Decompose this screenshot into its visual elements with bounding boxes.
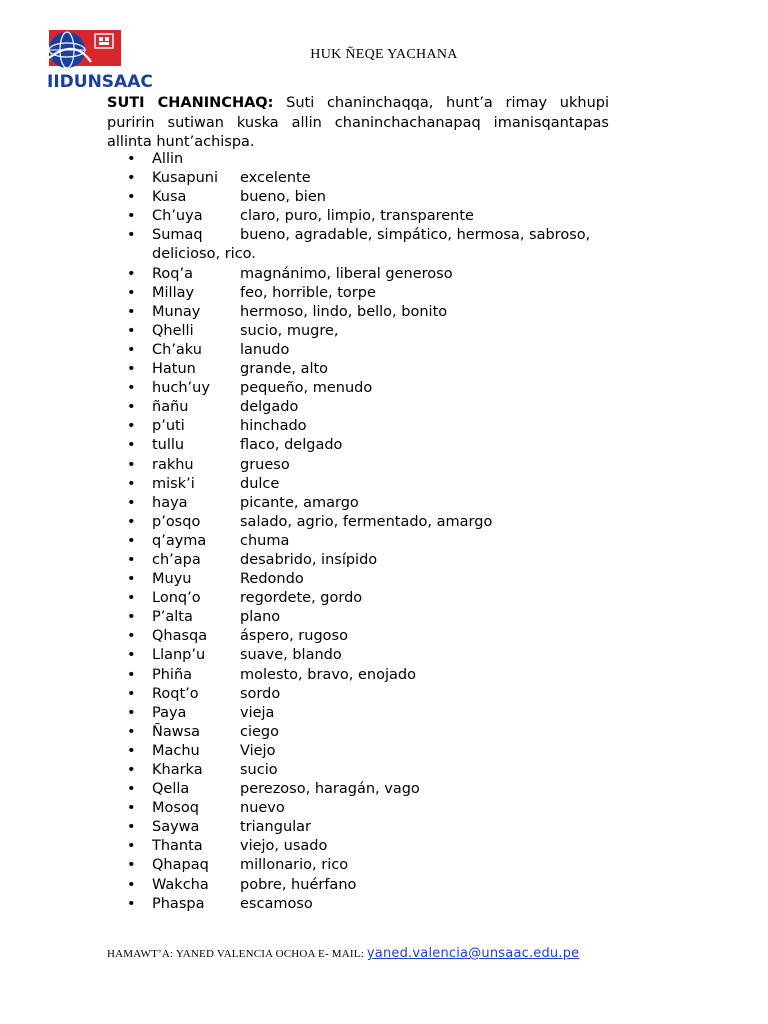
bullet-icon: • — [127, 494, 136, 511]
quechua-word: Roq’a — [152, 265, 193, 282]
bullet-icon: • — [127, 189, 136, 206]
logo-text-iid: IIDUNSAAC — [47, 72, 153, 92]
quechua-word: ch’apa — [152, 551, 201, 568]
spanish-meaning: dulce — [240, 475, 280, 492]
spanish-meaning: viejo, usado — [240, 838, 328, 855]
quechua-word: Sumaq — [152, 227, 203, 244]
bullet-icon: • — [127, 838, 136, 855]
spanish-meaning: pobre, huérfano — [240, 876, 357, 893]
quechua-word: q’ayma — [152, 532, 207, 549]
intro-paragraph — [107, 94, 609, 153]
spanish-meaning: delgado — [240, 399, 299, 416]
spanish-meaning: escamoso — [240, 895, 313, 912]
quechua-word: p’uti — [152, 418, 185, 435]
bullet-icon: • — [127, 322, 136, 339]
quechua-word: Muyu — [152, 571, 192, 588]
quechua-word: Machu — [152, 742, 200, 759]
bullet-icon: • — [127, 475, 136, 492]
spanish-meaning: chuma — [240, 532, 290, 549]
spanish-meaning: pequeño, menudo — [240, 380, 373, 397]
bullet-icon: • — [127, 742, 136, 759]
bullet-icon: • — [127, 551, 136, 568]
spanish-meaning: grueso — [240, 456, 290, 473]
quechua-word: tullu — [152, 437, 185, 454]
spanish-meaning: Redondo — [240, 571, 304, 588]
spanish-meaning: millonario, rico — [240, 857, 349, 874]
footer — [107, 946, 579, 961]
spanish-meaning: Viejo — [240, 742, 276, 759]
bullet-icon: • — [127, 895, 136, 912]
bullet-icon: • — [127, 723, 136, 740]
bullet-icon: • — [127, 284, 136, 301]
quechua-word: Phiña — [152, 666, 193, 683]
quechua-word: Qella — [152, 781, 190, 798]
quechua-word: Thanta — [152, 838, 203, 855]
bullet-icon: • — [127, 609, 136, 626]
spanish-meaning: vieja — [240, 704, 275, 721]
quechua-word: rakhu — [152, 456, 194, 473]
quechua-word: Kusa — [152, 189, 187, 206]
quechua-word: Qhasqa — [152, 628, 208, 645]
spanish-meaning: sucio — [240, 762, 278, 778]
quechua-word: Llanp’u — [152, 647, 206, 664]
bullet-icon: • — [127, 781, 136, 798]
quechua-word: Ch’aku — [152, 341, 202, 358]
spanish-meaning: nuevo — [240, 800, 285, 817]
spanish-meaning: molesto, bravo, enojado — [240, 666, 416, 683]
quechua-word: Munay — [152, 303, 201, 320]
spanish-meaning: salado, agrio, fermentado, amargo — [240, 513, 493, 530]
bullet-icon: • — [127, 170, 136, 187]
quechua-word: misk’i — [152, 475, 195, 492]
quechua-word: Allin — [152, 151, 184, 167]
quechua-word: Saywa — [152, 819, 200, 836]
spanish-meaning: bueno, bien — [240, 189, 326, 206]
quechua-word: Paya — [152, 704, 187, 721]
bullet-icon: • — [127, 532, 136, 549]
quechua-word: Phaspa — [152, 895, 205, 912]
bullet-icon: • — [127, 628, 136, 645]
intro-heading: SUTI CHANINCHAQ: — [107, 95, 274, 111]
spanish-meaning: triangular — [240, 819, 312, 836]
bullet-icon: • — [127, 437, 136, 454]
spanish-meaning: áspero, rugoso — [240, 628, 348, 645]
bullet-icon: • — [127, 857, 136, 874]
quechua-word: Lonq’o — [152, 590, 201, 607]
bullet-icon: • — [127, 265, 136, 282]
bullet-icon: • — [127, 513, 136, 530]
quechua-word: Ñawsa — [152, 723, 201, 740]
spanish-meaning-continued: delicioso, rico. — [152, 246, 256, 263]
spanish-meaning: perezoso, haragán, vago — [240, 781, 420, 798]
spanish-meaning: picante, amargo — [240, 494, 359, 511]
bullet-icon: • — [127, 666, 136, 683]
footer-author: HAMAWT’A: YANED VALENCIA OCHOA E- MAIL: — [107, 948, 367, 960]
spanish-meaning: excelente — [240, 170, 311, 187]
bullet-icon: • — [127, 571, 136, 588]
quechua-word: huch’uy — [152, 380, 210, 397]
spanish-meaning: flaco, delgado — [240, 437, 343, 454]
bullet-icon: • — [127, 762, 136, 778]
spanish-meaning: magnánimo, liberal generoso — [240, 265, 453, 282]
bullet-icon: • — [127, 647, 136, 664]
bullet-icon: • — [127, 227, 136, 244]
bullet-icon: • — [127, 361, 136, 378]
spanish-meaning: sucio, mugre, — [240, 322, 339, 339]
quechua-word: haya — [152, 494, 188, 511]
spanish-meaning: bueno, agradable, simpático, hermosa, sabroso, — [240, 227, 591, 244]
quechua-word: Millay — [152, 284, 195, 301]
bullet-icon: • — [127, 819, 136, 836]
bullet-icon: • — [127, 418, 136, 435]
spanish-meaning: claro, puro, limpio, transparente — [240, 208, 474, 225]
quechua-word: Wakcha — [152, 876, 209, 893]
bullet-icon: • — [127, 380, 136, 397]
quechua-word: Kharka — [152, 762, 203, 778]
spanish-meaning: hinchado — [240, 418, 307, 435]
bullet-icon: • — [127, 590, 136, 607]
spanish-meaning: feo, horrible, torpe — [240, 284, 376, 301]
bullet-icon: • — [127, 151, 136, 167]
quechua-word: Ch’uya — [152, 208, 203, 225]
quechua-word: Hatun — [152, 361, 196, 378]
quechua-word: Roqt’o — [152, 685, 199, 702]
spanish-meaning: desabrido, insípido — [240, 551, 378, 568]
bullet-icon: • — [127, 399, 136, 416]
spanish-meaning: hermoso, lindo, bello, bonito — [240, 303, 448, 320]
spanish-meaning: plano — [240, 609, 281, 626]
spanish-meaning: suave, blando — [240, 647, 342, 664]
spanish-meaning: sordo — [240, 685, 281, 702]
bullet-icon: • — [127, 800, 136, 817]
spanish-meaning: regordete, gordo — [240, 590, 363, 607]
bullet-icon: • — [127, 208, 136, 225]
bullet-icon: • — [127, 685, 136, 702]
document-title: HUK ÑEQE YACHANA — [310, 47, 458, 62]
bullet-icon: • — [127, 456, 136, 473]
bullet-icon: • — [127, 341, 136, 358]
quechua-word: p’osqo — [152, 513, 201, 530]
quechua-word: Mosoq — [152, 800, 200, 817]
spanish-meaning: ciego — [240, 723, 279, 740]
intro-text: Suti chaninchaqqa, hunt’a rimay ukhupi puririn sutiwan kuska allin chaninchachanapaq imanisqantapas allinta hunt’achispa. — [107, 95, 609, 150]
bullet-icon: • — [127, 876, 136, 893]
quechua-word: Qhelli — [152, 322, 194, 339]
quechua-word: Kusapuni — [152, 170, 219, 187]
spanish-meaning: grande, alto — [240, 361, 329, 378]
quechua-word: ñañu — [152, 399, 189, 416]
bullet-icon: • — [127, 303, 136, 320]
spanish-meaning: lanudo — [240, 341, 290, 358]
footer-email-link[interactable]: yaned.valencia@unsaac.edu.pe — [366, 946, 580, 961]
quechua-word: P’alta — [152, 609, 193, 626]
bullet-icon: • — [127, 704, 136, 721]
quechua-word: Qhapaq — [152, 857, 209, 874]
